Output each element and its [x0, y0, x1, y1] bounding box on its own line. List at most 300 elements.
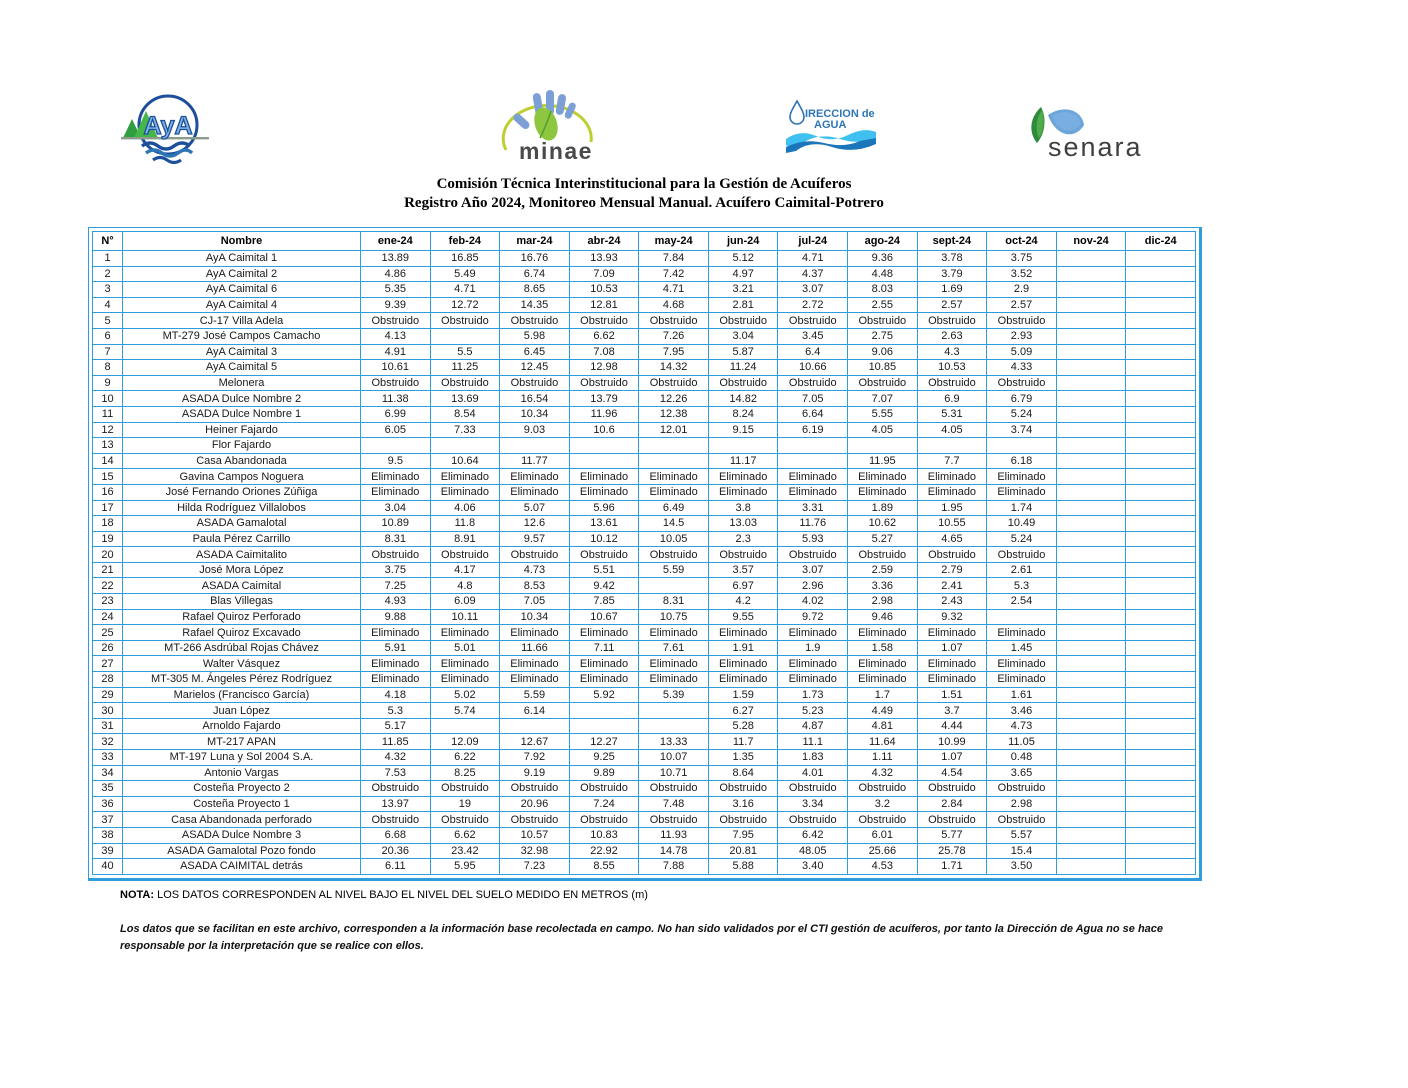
well-name-cell: Rafael Quiroz Excavado — [123, 625, 361, 641]
value-cell: 6.18 — [987, 453, 1057, 469]
value-cell: 11.77 — [500, 453, 570, 469]
value-cell: 3.79 — [917, 266, 987, 282]
value-cell: Obstruido — [987, 547, 1057, 563]
table-row — [93, 765, 1196, 781]
value-cell — [1126, 266, 1196, 282]
value-cell: Eliminado — [848, 469, 918, 485]
row-number-cell: 11 — [93, 406, 123, 422]
row-number-cell: 32 — [93, 734, 123, 750]
value-cell — [1056, 812, 1126, 828]
well-name-cell: Hilda Rodríguez Villalobos — [123, 500, 361, 516]
value-cell — [1126, 859, 1196, 875]
value-cell: 4.18 — [361, 687, 431, 703]
column-header-5: abr-24 — [569, 232, 639, 251]
value-cell — [1056, 375, 1126, 391]
value-cell: Obstruido — [917, 547, 987, 563]
value-cell: 32.98 — [500, 843, 570, 859]
value-cell: 9.42 — [569, 578, 639, 594]
row-number-cell: 28 — [93, 672, 123, 688]
value-cell: 9.19 — [500, 765, 570, 781]
value-cell — [1126, 516, 1196, 532]
value-cell: 3.46 — [987, 703, 1057, 719]
value-cell: 11.64 — [848, 734, 918, 750]
value-cell: 3.74 — [987, 422, 1057, 438]
well-name-cell: Flor Fajardo — [123, 438, 361, 454]
value-cell: Obstruido — [987, 781, 1057, 797]
value-cell: 6.62 — [430, 827, 500, 843]
value-cell: 5.74 — [430, 703, 500, 719]
value-cell: 10.75 — [639, 609, 709, 625]
value-cell: 1.51 — [917, 687, 987, 703]
well-name-cell: ASADA Dulce Nombre 1 — [123, 406, 361, 422]
value-cell: 20.36 — [361, 843, 431, 859]
value-cell — [1126, 313, 1196, 329]
row-number-cell: 35 — [93, 781, 123, 797]
value-cell — [1056, 640, 1126, 656]
document-title-line1: Comisión Técnica Interinstitucional para la Gestión de Acuíferos — [436, 176, 852, 192]
row-number-cell: 23 — [93, 594, 123, 610]
table-row — [93, 375, 1196, 391]
table-row — [93, 297, 1196, 313]
value-cell: Eliminado — [708, 672, 778, 688]
value-cell: Eliminado — [500, 656, 570, 672]
value-cell: Eliminado — [639, 672, 709, 688]
value-cell — [1126, 625, 1196, 641]
value-cell: 14.78 — [639, 843, 709, 859]
wave-icon — [153, 158, 181, 163]
value-cell: 4.3 — [917, 344, 987, 360]
value-cell: 2.43 — [917, 594, 987, 610]
table-row — [93, 360, 1196, 376]
value-cell: 4.71 — [778, 251, 848, 267]
value-cell: 9.25 — [569, 750, 639, 766]
value-cell — [987, 609, 1057, 625]
value-cell: 5.51 — [569, 562, 639, 578]
column-header-9: ago-24 — [848, 232, 918, 251]
well-name-cell: ASADA CAIMITAL detrás — [123, 859, 361, 875]
value-cell: 10.89 — [361, 516, 431, 532]
value-cell: 10.53 — [917, 360, 987, 376]
row-number-cell: 2 — [93, 266, 123, 282]
column-header-0: N° — [93, 232, 123, 251]
value-cell: 5.01 — [430, 640, 500, 656]
value-cell: 3.75 — [987, 251, 1057, 267]
value-cell: 3.40 — [778, 859, 848, 875]
value-cell — [1126, 812, 1196, 828]
table-row — [93, 640, 1196, 656]
column-header-13: dic-24 — [1126, 232, 1196, 251]
value-cell: 2.72 — [778, 297, 848, 313]
value-cell: Obstruido — [569, 781, 639, 797]
value-cell — [1126, 297, 1196, 313]
value-cell — [1126, 484, 1196, 500]
value-cell: Obstruido — [639, 781, 709, 797]
value-cell: 10.61 — [361, 360, 431, 376]
value-cell: 19 — [430, 796, 500, 812]
row-number-cell: 27 — [93, 656, 123, 672]
table-row — [93, 672, 1196, 688]
value-cell: 6.05 — [361, 422, 431, 438]
value-cell: Eliminado — [361, 625, 431, 641]
value-cell — [430, 718, 500, 734]
value-cell: 3.50 — [987, 859, 1057, 875]
value-cell — [1126, 640, 1196, 656]
value-cell — [1056, 687, 1126, 703]
value-cell: 3.65 — [987, 765, 1057, 781]
value-cell: Eliminado — [639, 469, 709, 485]
value-cell — [1126, 672, 1196, 688]
direccion-agua-logo — [786, 97, 876, 168]
value-cell: Obstruido — [778, 547, 848, 563]
value-cell: Obstruido — [708, 547, 778, 563]
table-row — [93, 266, 1196, 282]
value-cell — [1056, 516, 1126, 532]
value-cell: Eliminado — [500, 672, 570, 688]
value-cell: Eliminado — [848, 672, 918, 688]
value-cell: Eliminado — [708, 484, 778, 500]
value-cell: 6.4 — [778, 344, 848, 360]
value-cell: Eliminado — [430, 625, 500, 641]
well-name-cell: MT-305 M. Ángeles Pérez Rodríguez — [123, 672, 361, 688]
value-cell: 20.96 — [500, 796, 570, 812]
well-name-cell: ASADA Gamalotal Pozo fondo — [123, 843, 361, 859]
value-cell: 16.76 — [500, 251, 570, 267]
value-cell: Eliminado — [708, 625, 778, 641]
value-cell: 4.87 — [778, 718, 848, 734]
value-cell: Obstruido — [430, 375, 500, 391]
aya-logo-icon — [120, 88, 210, 170]
column-header-11: oct-24 — [987, 232, 1057, 251]
table-row — [93, 531, 1196, 547]
value-cell — [1126, 375, 1196, 391]
value-cell: 5.17 — [361, 718, 431, 734]
value-cell: 14.82 — [708, 391, 778, 407]
value-cell: 12.27 — [569, 734, 639, 750]
row-number-cell: 1 — [93, 251, 123, 267]
value-cell: 7.24 — [569, 796, 639, 812]
value-cell: 2.3 — [708, 531, 778, 547]
value-cell: 5.31 — [917, 406, 987, 422]
value-cell: 1.35 — [708, 750, 778, 766]
value-cell: Obstruido — [708, 781, 778, 797]
table-row — [93, 625, 1196, 641]
value-cell: Obstruido — [987, 375, 1057, 391]
value-cell: 4.33 — [987, 360, 1057, 376]
value-cell — [430, 438, 500, 454]
value-cell: 4.32 — [361, 750, 431, 766]
value-cell: 10.12 — [569, 531, 639, 547]
value-cell: Eliminado — [917, 656, 987, 672]
value-cell: Eliminado — [987, 672, 1057, 688]
value-cell: 7.25 — [361, 578, 431, 594]
row-number-cell: 31 — [93, 718, 123, 734]
well-name-cell: AyA Caimital 2 — [123, 266, 361, 282]
value-cell: 8.91 — [430, 531, 500, 547]
row-number-cell: 13 — [93, 438, 123, 454]
row-number-cell: 3 — [93, 282, 123, 298]
value-cell: Obstruido — [639, 313, 709, 329]
value-cell: Obstruido — [500, 781, 570, 797]
value-cell — [1126, 796, 1196, 812]
value-cell: 11.05 — [987, 734, 1057, 750]
value-cell: Eliminado — [569, 656, 639, 672]
value-cell — [1056, 547, 1126, 563]
value-cell — [778, 438, 848, 454]
value-cell: 4.2 — [708, 594, 778, 610]
value-cell — [1056, 422, 1126, 438]
value-cell — [1056, 765, 1126, 781]
value-cell: Obstruido — [848, 375, 918, 391]
value-cell — [1056, 313, 1126, 329]
direccion-agua-icon — [786, 97, 876, 163]
value-cell: 14.5 — [639, 516, 709, 532]
value-cell — [1126, 251, 1196, 267]
value-cell: 11.24 — [708, 360, 778, 376]
value-cell: 1.7 — [848, 687, 918, 703]
value-cell: 9.32 — [917, 609, 987, 625]
table-row — [93, 750, 1196, 766]
value-cell: 9.36 — [848, 251, 918, 267]
value-cell: 7.08 — [569, 344, 639, 360]
table-row — [93, 282, 1196, 298]
value-cell: 3.45 — [778, 328, 848, 344]
value-cell: 11.8 — [430, 516, 500, 532]
value-cell: 10.62 — [848, 516, 918, 532]
value-cell — [1056, 438, 1126, 454]
value-cell: Obstruido — [569, 547, 639, 563]
value-cell: 7.05 — [500, 594, 570, 610]
column-header-8: jul-24 — [778, 232, 848, 251]
value-cell: Eliminado — [987, 484, 1057, 500]
value-cell: Eliminado — [917, 625, 987, 641]
monitoring-table-head — [93, 232, 1196, 251]
value-cell: 5.28 — [708, 718, 778, 734]
value-cell: 5.95 — [430, 859, 500, 875]
row-number-cell: 25 — [93, 625, 123, 641]
value-cell: 9.06 — [848, 344, 918, 360]
row-number-cell: 17 — [93, 500, 123, 516]
value-cell: 8.55 — [569, 859, 639, 875]
value-cell: Eliminado — [569, 469, 639, 485]
value-cell: Obstruido — [430, 547, 500, 563]
value-cell — [1056, 297, 1126, 313]
value-cell: 10.49 — [987, 516, 1057, 532]
value-cell — [1056, 578, 1126, 594]
value-cell: 11.93 — [639, 827, 709, 843]
value-cell: 5.24 — [987, 531, 1057, 547]
finger-icon — [555, 93, 567, 115]
value-cell: 5.57 — [987, 827, 1057, 843]
value-cell: Eliminado — [639, 625, 709, 641]
value-cell: 11.85 — [361, 734, 431, 750]
value-cell — [1126, 282, 1196, 298]
value-cell: 8.54 — [430, 406, 500, 422]
table-row — [93, 453, 1196, 469]
value-cell: 6.14 — [500, 703, 570, 719]
value-cell — [1056, 656, 1126, 672]
note-label: NOTA: — [120, 889, 155, 901]
value-cell: 6.42 — [778, 827, 848, 843]
table-row — [93, 500, 1196, 516]
monitoring-table — [92, 231, 1196, 875]
well-name-cell: Walter Vásquez — [123, 656, 361, 672]
value-cell: 13.89 — [361, 251, 431, 267]
value-cell: 7.84 — [639, 251, 709, 267]
value-cell: 5.92 — [569, 687, 639, 703]
value-cell: 1.59 — [708, 687, 778, 703]
value-cell — [1056, 391, 1126, 407]
value-cell: 5.87 — [708, 344, 778, 360]
well-name-cell: ASADA Caimital — [123, 578, 361, 594]
value-cell: 10.71 — [639, 765, 709, 781]
value-cell: 4.93 — [361, 594, 431, 610]
value-cell: 5.3 — [987, 578, 1057, 594]
value-cell: Eliminado — [778, 656, 848, 672]
value-cell: 9.89 — [569, 765, 639, 781]
value-cell: Obstruido — [708, 313, 778, 329]
value-cell: 6.27 — [708, 703, 778, 719]
value-cell: Eliminado — [361, 484, 431, 500]
value-cell: 7.7 — [917, 453, 987, 469]
row-number-cell: 15 — [93, 469, 123, 485]
value-cell: 11.25 — [430, 360, 500, 376]
value-cell: 11.7 — [708, 734, 778, 750]
value-cell: 2.96 — [778, 578, 848, 594]
column-header-6: may-24 — [639, 232, 709, 251]
well-name-cell: MT-266 Asdrúbal Rojas Chávez — [123, 640, 361, 656]
value-cell: Eliminado — [917, 484, 987, 500]
value-cell: 6.68 — [361, 827, 431, 843]
value-cell — [1126, 406, 1196, 422]
value-cell: 9.57 — [500, 531, 570, 547]
document-title-line2: Registro Año 2024, Monitoreo Mensual Manual. Acuífero Caimital-Potrero — [404, 195, 884, 211]
table-row — [93, 516, 1196, 532]
value-cell: 12.81 — [569, 297, 639, 313]
value-cell: 1.69 — [917, 282, 987, 298]
row-number-cell: 26 — [93, 640, 123, 656]
value-cell — [1056, 703, 1126, 719]
value-cell: 4.13 — [361, 328, 431, 344]
well-name-cell: Casa Abandonada perforado — [123, 812, 361, 828]
value-cell: Obstruido — [917, 313, 987, 329]
value-cell — [1126, 453, 1196, 469]
value-cell: 5.77 — [917, 827, 987, 843]
table-row — [93, 656, 1196, 672]
table-row — [93, 734, 1196, 750]
value-cell: 2.55 — [848, 297, 918, 313]
value-cell: Eliminado — [430, 656, 500, 672]
value-cell: Eliminado — [639, 656, 709, 672]
row-number-cell: 9 — [93, 375, 123, 391]
value-cell: 5.23 — [778, 703, 848, 719]
row-number-cell: 40 — [93, 859, 123, 875]
value-cell: 5.88 — [708, 859, 778, 875]
value-cell: Eliminado — [987, 469, 1057, 485]
value-cell: Obstruido — [778, 313, 848, 329]
row-number-cell: 7 — [93, 344, 123, 360]
value-cell: 10.99 — [917, 734, 987, 750]
well-name-cell: ASADA Dulce Nombre 3 — [123, 827, 361, 843]
value-cell: Obstruido — [361, 313, 431, 329]
value-cell: 1.89 — [848, 500, 918, 516]
column-header-3: feb-24 — [430, 232, 500, 251]
value-cell — [1126, 765, 1196, 781]
value-cell: 7.95 — [639, 344, 709, 360]
value-cell: Eliminado — [778, 484, 848, 500]
row-number-cell: 10 — [93, 391, 123, 407]
value-cell: 7.11 — [569, 640, 639, 656]
value-cell: Obstruido — [430, 781, 500, 797]
value-cell: 7.26 — [639, 328, 709, 344]
value-cell: Eliminado — [917, 672, 987, 688]
value-cell: 4.81 — [848, 718, 918, 734]
value-cell: 8.64 — [708, 765, 778, 781]
value-cell: Obstruido — [639, 547, 709, 563]
value-cell — [1056, 750, 1126, 766]
value-cell — [1056, 609, 1126, 625]
table-row — [93, 313, 1196, 329]
row-number-cell: 24 — [93, 609, 123, 625]
value-cell — [430, 328, 500, 344]
table-row — [93, 438, 1196, 454]
value-cell: 2.98 — [848, 594, 918, 610]
row-number-cell: 18 — [93, 516, 123, 532]
row-number-cell: 36 — [93, 796, 123, 812]
value-cell: 4.8 — [430, 578, 500, 594]
table-row — [93, 843, 1196, 859]
value-cell: Obstruido — [848, 781, 918, 797]
row-number-cell: 20 — [93, 547, 123, 563]
value-cell: 2.9 — [987, 282, 1057, 298]
value-cell: Obstruido — [430, 812, 500, 828]
value-cell: 10.85 — [848, 360, 918, 376]
value-cell: 48.05 — [778, 843, 848, 859]
value-cell: Eliminado — [848, 656, 918, 672]
column-header-4: mar-24 — [500, 232, 570, 251]
table-row — [93, 609, 1196, 625]
value-cell — [1056, 843, 1126, 859]
column-header-2: ene-24 — [361, 232, 431, 251]
value-cell: 13.33 — [639, 734, 709, 750]
value-cell: 10.55 — [917, 516, 987, 532]
well-name-cell: ASADA Gamalotal — [123, 516, 361, 532]
well-name-cell: Heiner Fajardo — [123, 422, 361, 438]
senara-logo — [1026, 104, 1148, 167]
disclaimer-text: Los datos que se facilitan en este archivo, corresponden a la información base recolectada en campo. No han sido validados por el CTI gestión de acuíferos, por tanto la Dirección de Agua no se hace responsable por la interpretación que se realice con ellos. — [120, 923, 1164, 952]
value-cell: 6.64 — [778, 406, 848, 422]
value-cell: Obstruido — [778, 781, 848, 797]
row-number-cell: 33 — [93, 750, 123, 766]
value-cell: 12.38 — [639, 406, 709, 422]
value-cell: Eliminado — [708, 656, 778, 672]
value-cell — [1126, 469, 1196, 485]
value-cell: 3.8 — [708, 500, 778, 516]
value-cell — [1056, 859, 1126, 875]
value-cell: 22.92 — [569, 843, 639, 859]
column-header-7: jun-24 — [708, 232, 778, 251]
header-row — [93, 232, 1196, 251]
value-cell: 1.9 — [778, 640, 848, 656]
value-cell: 1.07 — [917, 640, 987, 656]
value-cell: 4.86 — [361, 266, 431, 282]
value-cell: 10.34 — [500, 609, 570, 625]
value-cell: 4.02 — [778, 594, 848, 610]
row-number-cell: 29 — [93, 687, 123, 703]
value-cell: 25.66 — [848, 843, 918, 859]
value-cell — [1056, 500, 1126, 516]
value-cell: Eliminado — [987, 656, 1057, 672]
value-cell: 3.7 — [917, 703, 987, 719]
